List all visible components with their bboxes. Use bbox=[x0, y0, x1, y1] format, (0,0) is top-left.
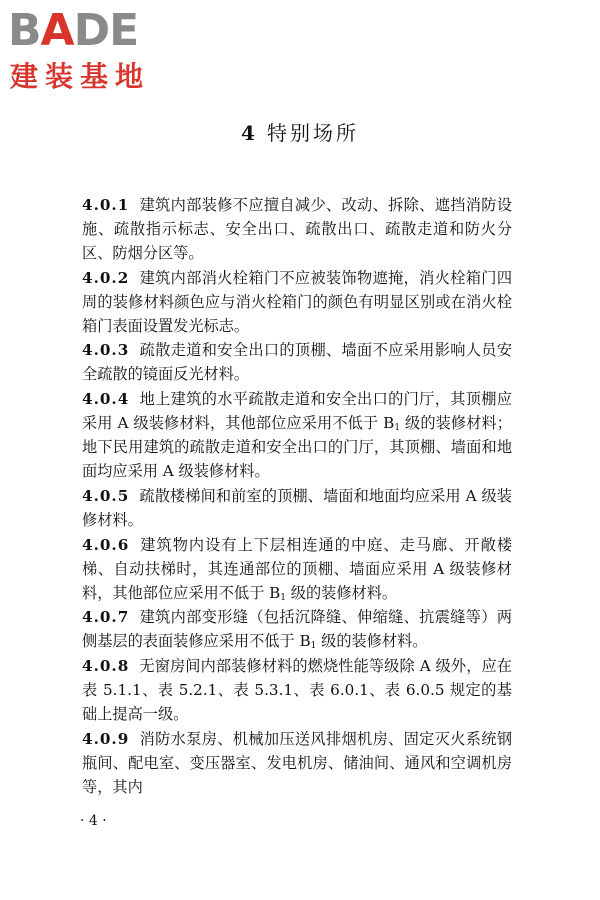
clause-number: 4.0.5 bbox=[82, 486, 130, 505]
clause-text-part-a: 地上建筑的水平疏散走道和安全出口的门厅，其顶棚应采用 A 级装修材料，其他部位应采用不低于 B bbox=[82, 390, 512, 433]
clause-text: 疏散走道和安全出口的顶棚、墙面不应采用影响人员安全疏散的镜面反光材料。 bbox=[82, 341, 512, 384]
chapter-title bbox=[0, 120, 600, 146]
clause-4-0-9 bbox=[82, 728, 512, 800]
clause-text-part-a: 建筑内部变形缝（包括沉降缝、伸缩缝、抗震缝等）两侧基层的表面装修应采用不低于 B bbox=[82, 608, 512, 651]
clause-text: 无窗房间内部装修材料的燃烧性能等级除 A 级外，应在表 5.1.1、表 5.2.1、表 5.3.1、表 6.0.1、表 6.0.5 规定的基础上提高一级。 bbox=[82, 657, 512, 724]
subscript: 1 bbox=[280, 592, 286, 603]
clause-4-0-5 bbox=[82, 485, 512, 533]
clause-text-part-a: 建筑物内设有上下层相连通的中庭、走马廊、开敞楼梯、自动扶梯时，其连通部位的顶棚、墙面应采用 A 级装修材料，其他部位应采用不低于 B bbox=[82, 535, 512, 602]
chapter-number: 4 bbox=[241, 121, 255, 145]
clause-4-0-8 bbox=[82, 655, 512, 727]
clause-text-part-b: 级的装修材料。 bbox=[316, 632, 428, 651]
clause-text: 疏散楼梯间和前室的顶棚、墙面和地面均应采用 A 级装修材料。 bbox=[82, 486, 512, 529]
clause-4-0-3 bbox=[82, 339, 512, 387]
clause-4-0-2 bbox=[82, 267, 512, 339]
clause-text-part-b: 级的装修材料；地下民用建筑的疏散走道和安全出口的门厅，其顶棚、墙面和地面均应采用 A 级装修材料。 bbox=[82, 414, 512, 480]
clause-number: 4.0.9 bbox=[82, 729, 130, 748]
clause-list bbox=[82, 194, 512, 800]
clause-text-part-b: 级的装修材料。 bbox=[285, 583, 398, 602]
clause-number: 4.0.2 bbox=[82, 268, 130, 287]
chapter-name: 特别场所 bbox=[266, 121, 359, 145]
clause-4-0-6 bbox=[82, 534, 512, 606]
clause-number: 4.0.7 bbox=[82, 608, 130, 627]
subscript: 1 bbox=[310, 641, 317, 652]
logo-brand-text: BADE bbox=[8, 5, 139, 56]
clause-number: 4.0.6 bbox=[82, 535, 130, 554]
bade-watermark-logo bbox=[8, 6, 183, 98]
clause-text: 建筑内部消火栓箱门不应被装饰物遮掩，消火栓箱门四周的装修材料颜色应与消火栓箱门的颜色有明显区别或在消火栓箱门表面设置发光标志。 bbox=[82, 268, 512, 335]
clause-4-0-7 bbox=[82, 606, 512, 654]
clause-number: 4.0.4 bbox=[82, 390, 130, 409]
clause-4-0-4 bbox=[82, 388, 512, 484]
subscript: 1 bbox=[394, 423, 401, 434]
clause-number: 4.0.8 bbox=[82, 657, 130, 676]
page-number: · 4 · bbox=[80, 813, 107, 829]
clause-4-0-1 bbox=[82, 194, 512, 266]
logo-subtitle: 建装基地 bbox=[10, 60, 151, 93]
clause-text: 消防水泵房、机械加压送风排烟机房、固定灭火系统钢瓶间、配电室、变压器室、发电机房、储油间、通风和空调机房等，其内 bbox=[82, 729, 512, 796]
clause-number: 4.0.3 bbox=[82, 341, 130, 360]
clause-text: 建筑内部装修不应擅自减少、改动、拆除、遮挡消防设施、疏散指示标志、安全出口、疏散出口、疏散走道和防火分区、防烟分区等。 bbox=[82, 196, 512, 262]
clause-number: 4.0.1 bbox=[82, 196, 130, 214]
